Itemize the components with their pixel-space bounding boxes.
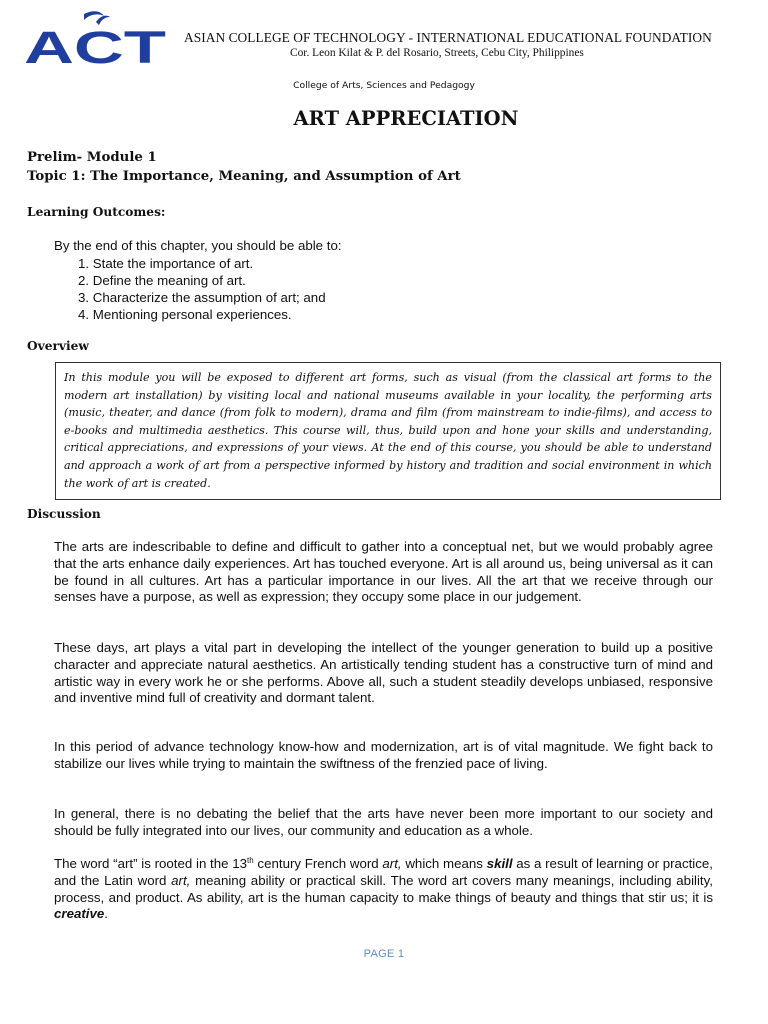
- topic-label: Topic 1: The Importance, Meaning, and Assumption of Art: [27, 169, 461, 184]
- p5-text-3: which means: [401, 856, 487, 871]
- latin-word-art: art,: [171, 872, 191, 888]
- learning-outcomes-heading: Learning Outcomes:: [27, 205, 166, 219]
- module-label: Prelim- Module 1: [27, 150, 157, 165]
- list-item: 2. Define the meaning of art.: [78, 273, 246, 288]
- learning-outcomes-list: [78, 255, 326, 323]
- p5-text-1: The word “art” is rooted in the 13: [54, 856, 248, 871]
- p5-text-5: meaning ability or practical skill. The word art covers many meanings, including ability, process, and product. As ability, art is the human capacity to make things of beauty and things that stir us; it is: [54, 872, 713, 905]
- act-logo: [22, 8, 170, 68]
- discussion-paragraph-4: In general, there is no debating the belief that the arts have never been more important to our society and should be fully integrated into our lives, our community and education as a whole.: [54, 806, 713, 838]
- skill-emphasis: skill: [486, 856, 513, 871]
- p5-text-4: as a result of learning or practice, and the Latin word: [54, 856, 713, 888]
- french-word-art: art,: [382, 856, 402, 871]
- page-title: ART APPRECIATION: [293, 107, 519, 130]
- list-item: 3. Characterize the assumption of art; and: [78, 290, 326, 305]
- list-item: 4. Mentioning personal experiences.: [78, 307, 292, 322]
- overview-heading: Overview: [27, 339, 89, 353]
- discussion-paragraph-1: The arts are indescribable to define and difficult to gather into a conceptual net, but we would probably agree that the arts enhance daily experiences. Art has touched everyone. Art is all around us, being universal as it can be found in all cultures. Art has a particular importance in our lives. All the art that we receive through our senses have a purpose, as well as expression; they occupy some place in our judgement.: [54, 539, 713, 605]
- p5-text-6: .: [104, 906, 108, 922]
- institution-address: Cor. Leon Kilat & P. del Rosario, Streets, Cebu City, Philippines: [290, 47, 584, 59]
- discussion-paragraph-3: In this period of advance technology know-how and modernization, art is of vital magnitude. We fight back to stabilize our lives while trying to maintain the swiftness of the frenzied pace of living.: [54, 739, 713, 771]
- logo-text: ACT: [24, 22, 166, 68]
- p5-text-2: century French word: [253, 856, 383, 871]
- overview-text: In this module you will be exposed to different art forms, such as visual (from the classical art forms to the modern art installation) by visiting local and national museums available in your locality, the performing arts (music, theater, and dance (from folk to modern), drama and film (from mainstream to indie-films), and access to e-books and multimedia aesthetics. This course will, thus, build upon and hone your skills and understanding, critical appreciations, and expressions of your views. At the end of this course, you should be able to understand and approach a work of art from a perspective informed by history and tradition and social environment in which the work of art is created.: [64, 371, 712, 490]
- discussion-heading: Discussion: [27, 507, 101, 521]
- page-number: PAGE 1: [363, 948, 405, 960]
- institution-name: ASIAN COLLEGE OF TECHNOLOGY - INTERNATIONAL EDUCATIONAL FOUNDATION: [184, 30, 712, 45]
- overview-box: [55, 362, 721, 500]
- learning-outcomes-intro: By the end of this chapter, you should be able to:: [54, 238, 342, 253]
- college-name: College of Arts, Sciences and Pedagogy: [293, 80, 475, 91]
- discussion-paragraph-2: These days, art plays a vital part in developing the intellect of the younger generation to build up a positive character and appreciate natural aesthetics. An artistically tending student has a constructive turn of mind and artistic way in every work he or she performs. Above all, such a student steadily develops unbiased, responsive and inventive mind full of creativity and dormant talent.: [54, 640, 713, 706]
- creative-emphasis: creative: [54, 906, 105, 922]
- list-item: 1. State the importance of art.: [78, 256, 254, 271]
- discussion-paragraph-5: [54, 856, 713, 923]
- ordinal-suffix: th: [247, 856, 254, 865]
